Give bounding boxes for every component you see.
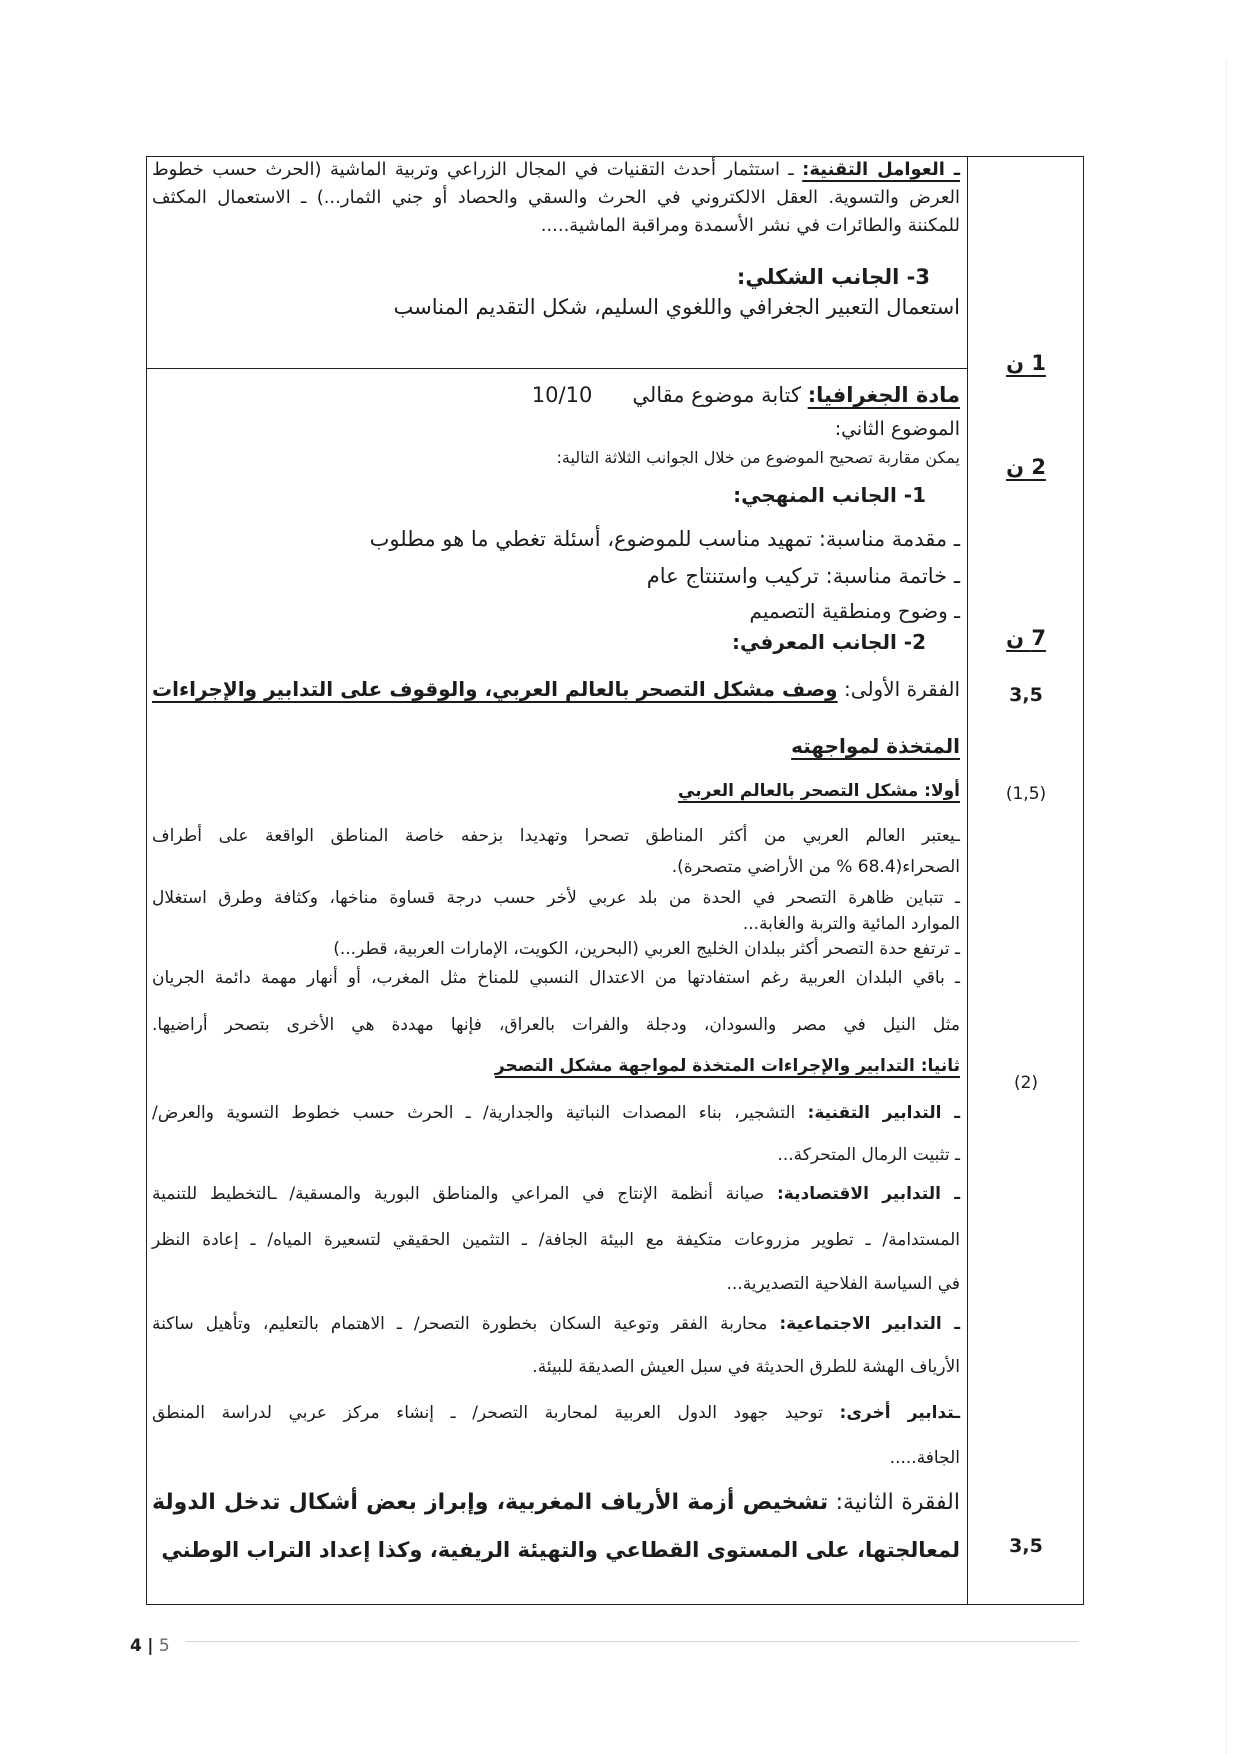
method-score: 2 ن [1006,455,1046,479]
social-measures-label: ـ التدابير الاجتماعية: [779,1314,961,1334]
page-number [130,1632,170,1660]
part2-score: (2) [1013,1073,1039,1093]
topic-label: الموضوع الثاني: [834,418,960,440]
economic-measures-line-3: في السياسة الفلاحية التصديرية... [726,1274,960,1294]
part1-line: الصحراء(68.4 % من الأراضي متصحرة). [671,857,960,877]
part1-line: ـ تتباين ظاهرة التصحر في الحدة من بلد عربي لأخر حسب درجة قساوة مناخها، وكثافة وطرق استغلال [152,888,960,908]
paragraph1-title: وصف مشكل التصحر بالعالم العربي، والوقوف على التدابير والإجراءات [152,677,838,701]
part2-heading-text: ثانيا: التدابير والإجراءات المتخذة لمواجهة مشكل التصحر [494,1056,960,1076]
paragraph2-title-line-2: لمعالجتها، على المستوى القطاعي والتهيئة الريفية، وكذا إعداد التراب الوطني [161,1538,960,1562]
technical-factors-line-3: للمكننة والطائرات في نشر الأسمدة ومراقبة الماشية..... [540,215,960,236]
other-measures-line-2: الجافة..... [889,1448,960,1468]
paragraph1-title-line-2 [152,731,960,761]
page-current: 4 [130,1636,142,1656]
social-measures-line-1 [152,1309,960,1339]
economic-measures-line-2: المستدامة/ ـ تطوير مزروعات متكيفة مع البيئة الجافة/ ـ التثمين الحقيقي لتسعيرة المياه/ ـ إعادة النظر [152,1230,960,1250]
economic-measures-text: صيانة أنظمة الإنتاج في المراعي والمناطق البورية والمسقية/ ـالتخطيط للتنمية [152,1184,765,1204]
subject-label: مادة الجغرافيا: [807,383,960,407]
economic-measures-line-1 [152,1179,960,1209]
knowledge-heading: 2- الجانب المعرفي: [732,630,926,654]
part2-heading [152,1051,960,1081]
paragraph1-score: 3,5 [1009,684,1043,706]
technical-factors-text: ـ استثمار أحدث التقنيات في المجال الزراعي وتربية الماشية (الحرث حسب خطوط [152,159,794,180]
method-item: ـ خاتمة مناسبة: تركيب واستنتاج عام [646,564,960,588]
part1-heading [152,776,960,806]
method-item: ـ مقدمة مناسبة: تمهيد مناسب للموضوع، أسئلة تغطي ما هو مطلوب [369,527,960,551]
part1-line: ـ ترتفع حدة التصحر أكثر ببلدان الخليج العربي (البحرين، الكويت، الإمارات العربية، قطر...) [333,939,960,959]
part1-line: ـيعتبر العالم العربي من أكثر المناطق تصحرا وتهديدا بزحفه خاصة المناطق الواقعة على أطراف [152,826,960,846]
method-item: ـ وضوح ومنطقية التصميم [749,599,960,623]
social-measures-text: محاربة الفقر وتوعية السكان بخطورة التصحر/ ـ الاهتمام بالتعليم، وتأهيل ساكنة [152,1314,768,1334]
knowledge-score: 7 ن [1006,626,1046,650]
footer-line [186,1641,1078,1642]
block1-score: 1 ن [1006,351,1046,375]
part1-heading-text: أولا: مشكل التصحر بالعالم العربي [678,781,960,801]
paragraph2-label: الفقرة الثانية: [835,1490,960,1515]
technical-measures-text: التشجير، بناء المصدات النباتية والجدارية/ ـ الحرث حسب خطوط التسوية والعرض/ [152,1103,796,1123]
part1-line: الموارد المائية والتربة والغابة... [742,914,960,934]
technical-measures-line-1 [152,1098,960,1128]
method-heading: 1- الجانب المنهجي: [733,483,926,507]
technical-measures-line-2: ـ تثبيت الرمال المتحركة... [777,1145,960,1165]
paragraph2-score: 3,5 [1009,1535,1043,1557]
row-divider [146,368,968,369]
paragraph1-title-line-1 [152,674,960,704]
subject-line [152,380,960,410]
paragraph2-title-line-1 [152,1488,960,1518]
technical-measures-label: ـ التدابير التقنية: [807,1103,960,1123]
part1-line: مثل النيل في مصر والسودان، ودجلة والفرات بالعراق، فإنها مهددة هي الأخرى بتصحر أراضيها. [152,1015,960,1035]
part1-score: (1,5) [1005,784,1047,804]
paragraph2-title: تشخيص أزمة الأرياف المغربية، وإبراز بعض أشكال تدخل الدولة [152,1490,829,1515]
formal-aspect-text: استعمال التعبير الجغرافي واللغوي السليم، شكل التقديم المناسب [393,295,960,319]
subject-text: كتابة موضوع مقالي [632,383,801,407]
page-separator: | [147,1636,154,1656]
part1-line: ـ باقي البلدان العربية رغم استفادتها من الاعتدال النسبي للمناخ مثل المغرب، أو أنهار مهمة دائمة الجريان [152,968,960,988]
correction-intro: يمكن مقاربة تصحيح الموضوع من خلال الجوانب الثلاثة التالية: [556,448,960,467]
scan-edge-shadow [1226,60,1227,1754]
economic-measures-label: ـ التدابير الاقتصادية: [777,1184,961,1204]
paragraph1-title-continued: المتخذة لمواجهته [791,734,960,758]
paragraph1-label: الفقرة الأولى: [844,677,961,701]
technical-factors-label: ـ العوامل التقنية: [802,159,960,180]
other-measures-label: ـتدابير أخرى: [839,1403,960,1423]
technical-factors-line-1 [152,155,960,185]
technical-factors-line-2: العرض والتسوية. العقل الالكتروني في الحرث والسقي والحصاد أو جني الثمار...) ـ الاستعمال المكثف [152,187,960,208]
page-total: 5 [158,1636,170,1656]
other-measures-text: توحيد جهود الدول العربية لمحاربة التصحر/ ـ إنشاء مركز عربي لدراسة المنطق [152,1403,823,1423]
formal-aspect-heading: 3- الجانب الشكلي: [736,265,930,289]
other-measures-line-1 [152,1398,960,1428]
social-measures-line-2: الأرياف الهشة للطرق الحديثة في سبل العيش الصديقة للبيئة. [532,1357,960,1377]
subject-total-score: 10/10 [531,383,593,407]
